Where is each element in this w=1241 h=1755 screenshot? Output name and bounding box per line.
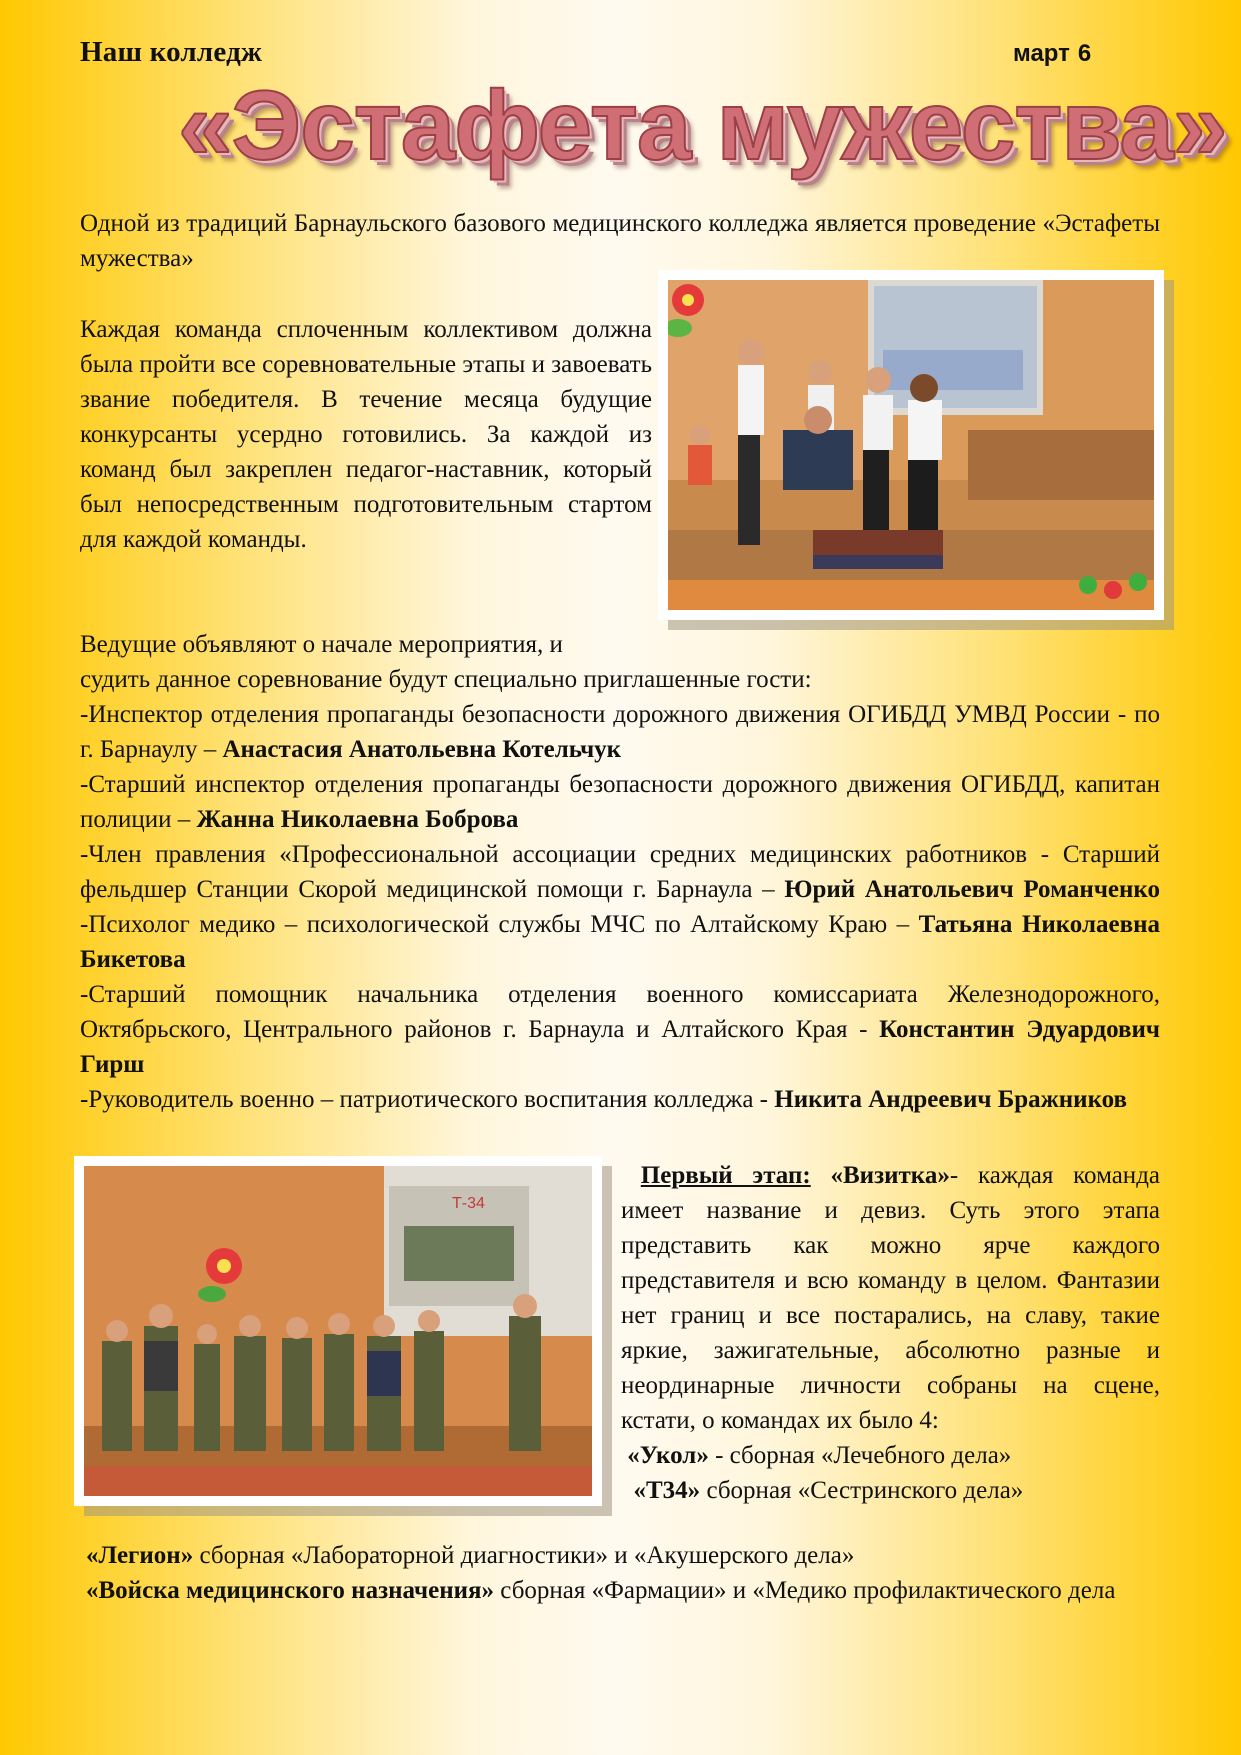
guest-name: Константин Эдуардович Гирш (80, 1016, 1160, 1078)
guests-section (80, 627, 1160, 1117)
guest-item (80, 697, 1160, 767)
guest-item (80, 977, 1160, 1082)
photo-stage-teams-image (84, 1166, 592, 1496)
guest-role: -Руководитель военно – патриотического воспитания колледжа - (80, 1086, 775, 1113)
guest-item (80, 767, 1160, 837)
guest-name: Юрий Анатольевич Романченко (784, 876, 1161, 903)
hosts-line-2: судить данное соревнование будут специально приглашенные гости: (80, 666, 812, 693)
photo-first-aid (658, 270, 1164, 620)
guest-item (80, 837, 1160, 977)
team-name: «Т34» (633, 1477, 701, 1504)
team-item (86, 1538, 1160, 1573)
photo-stage-teams (74, 1156, 602, 1506)
team-item (86, 1573, 1160, 1608)
stage-teams-illustration (84, 1166, 592, 1496)
teams-text: Каждая команда сплоченным коллективом должна была пройти все соревновательные этапы и завоевать звание победителя. В течение месяца будущие конкурсанты усердно готовились. За каждой из команд был закреплен педагог-наставник, который был непосредственным подготовительным стартом для каждой команды. (80, 316, 652, 553)
intro-paragraph (80, 206, 1160, 276)
teams-paragraph (80, 312, 652, 557)
team-item (621, 1473, 1160, 1508)
guest-item (80, 1082, 1160, 1117)
screen-caption: Т-34 (452, 1195, 485, 1212)
article-title: «Эстафета мужества» (178, 70, 1227, 180)
guest-role: -Психолог медико – психологической службы МЧС по Алтайскому Краю – (80, 911, 919, 938)
section-title: Наш колледж (80, 36, 263, 68)
hosts-line-1: Ведущие объявляют о начале мероприятия, и (80, 631, 563, 658)
team-desc: сборная «Лабораторной диагностики» и «Акушерского дела» (193, 1542, 855, 1569)
team-desc: сборная «Сестринского дела» (700, 1477, 1024, 1504)
guest-role: -Старший инспектор отделения пропаганды безопасности дорожного движения ОГИБДД, капитан полиции – (80, 771, 1160, 833)
first-aid-scene-illustration (668, 280, 1154, 610)
team-name: «Легион» (86, 1542, 194, 1569)
team-name: «Войска медицинского назначения» (86, 1577, 495, 1604)
guest-role: -Инспектор отделения пропаганды безопасности дорожного движения ОГИБДД УМВД России - по г. Барнаулу – (80, 701, 1160, 763)
guest-name: Никита Андреевич Бражников (774, 1086, 1128, 1113)
team-desc: сборная «Фармации» и «Медико профилактического дела (494, 1577, 1116, 1604)
guest-name: Анастасия Анатольевна Котельчук (222, 736, 622, 763)
stage-one-section (621, 1158, 1160, 1508)
stage-one-text: - каждая команда имеет название и девиз. Суть этого этапа представить как можно ярче каждого представителя и всю команду в целом. Фантазии нет границ и все постарались, на славу, такие яркие, зажигательные, абсолютно разные и неординарные личности собраны на сцене, кстати, о командах их было 4: (621, 1162, 1161, 1434)
stage-one-label: Первый этап: (640, 1162, 811, 1189)
stage-one-paragraph (621, 1158, 1160, 1438)
page-info (1013, 40, 1091, 68)
team-name: «Укол» (627, 1442, 709, 1469)
photo-first-aid-image (668, 280, 1154, 610)
month-label: март (1013, 40, 1070, 67)
intro-text: Одной из традиций Барнаульского базового медицинского колледжа является проведение «Эстафеты мужества» (80, 210, 1160, 272)
teams-list-bottom (86, 1538, 1160, 1608)
guest-name: Жанна Николаевна Боброва (196, 806, 519, 833)
guest-role: -Член правления «Профессиональной ассоциации средних медицинских работников - Старший фельдшер Станции Скорой медицинской помощи г. Барнаула – (80, 841, 1160, 903)
guest-name: Татьяна Николаевна Бикетова (80, 911, 1161, 973)
page-number: 6 (1077, 40, 1092, 67)
team-desc: - сборная «Лечебного дела» (708, 1442, 1012, 1469)
guest-role: -Старший помощник начальника отделения военного комиссариата Железнодорожного, Октябрьского, Центрального районов г. Барнаула и Алтайского Края - (80, 981, 1160, 1043)
team-item (621, 1438, 1160, 1473)
stage-one-name: «Визитка» (830, 1162, 950, 1189)
